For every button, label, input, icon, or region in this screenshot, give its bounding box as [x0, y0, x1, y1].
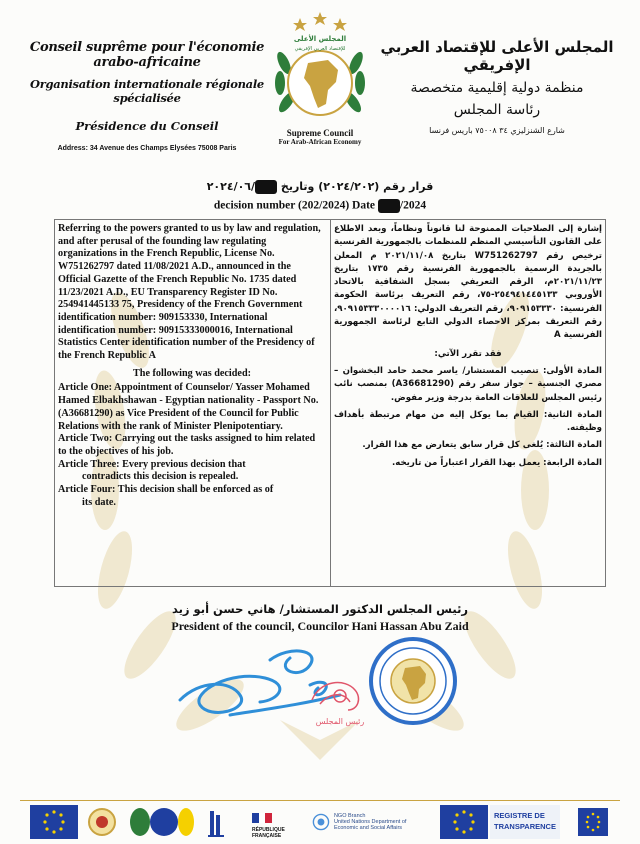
decision-number-en	[0, 199, 640, 213]
logo-title-ar: المجلس الأعلى	[293, 35, 347, 43]
decided-ar: فقد تقرر الآتي:	[434, 348, 502, 359]
logo-caption-en	[250, 128, 390, 146]
republique-francaise-logo	[252, 805, 312, 839]
ngo-line2: United Nations Department of Economic and Social Affairs	[333, 819, 407, 831]
article-four-en-cont: its date.	[82, 496, 116, 508]
address-ar: شارع الشنزليزي ٣٤ ٧٥٠٠٨ باريس فرنسا	[429, 126, 565, 135]
footer-logos	[30, 805, 620, 841]
article-four-en: Article Four: This decision shall be enforced as of	[58, 484, 274, 496]
presidency-fr: Présidence du Conseil	[75, 119, 219, 133]
intro-en: Referring to the powers granted to us by law and regulation, and after perusal of the founding law regulating organizations in the French Republic, License No. W751262797 dated 11/08/2021 A.D., announced in the Official Gazette of the French Republic No. 1735 dated 11/23/2021 A.D., EU Transparency Register ID No. 254941445133 75, Presidency of the French Government identification number: 909153330, International identification number: 90915333000016, International Statistics Center identification number of the Presidency of the French Republic A	[58, 223, 321, 362]
president-name-ar: رئيس المجلس الدكتور المستشار/ هاني حسن أبو زيد	[171, 602, 469, 616]
article-three-ar: المادة الثالثة: يُلغى كل قرار سابق يتعارض مع هذا القرار.	[362, 440, 602, 451]
ngo-line1: NGO Branch	[333, 813, 366, 819]
register-line2: TRANSPARENCE	[494, 822, 556, 831]
rf-line1: RÉPUBLIQUE	[252, 827, 285, 833]
article-three-en-cont: contradicts this decision is repealed.	[82, 471, 239, 483]
article-three-en: Article Three: Every previous decision that	[58, 458, 246, 470]
decision-ar-prefix: قرار رقم (٢٠٢٤/٢٠٢) وتاريخ	[280, 180, 434, 193]
stamp-label: رئيس المجلس	[315, 717, 365, 726]
eu-flag-icon	[440, 805, 488, 839]
header-arabic	[372, 38, 622, 135]
english-column	[58, 223, 326, 509]
emblem-icon	[86, 805, 118, 839]
article-two-ar: المادة الثانية: القيام بما يوكل إليه من مهام مرتبطة بأهداف وظيفته.	[334, 409, 602, 434]
decision-number-ar	[0, 180, 640, 194]
header-french	[22, 40, 272, 152]
decided-en: The following was decided:	[132, 367, 251, 379]
intro-ar: إشارة إلى الصلاحيات الممنوحة لنا قانوناً ونظاماً، وبعد الاطلاع على القانون التأسيسي المنظم للمنظمات بالجمهورية الفرنسية ترخيص رقم W751262797 بتاريخ ٢٠٢١/١١/٠٨ م المعلن بالجريدة الرسمية بالجمهورية الفرنسية رقم ١٧٣٥ بتاريخ ٢٠٢١/١١/٢٣م، الرقم التعريفي بسجل الشفافية بالاتحاد الأوروبي ٢٥٤٩٤١٤٤٥١٣٣-٧٥، رقم التعريف برئاسة الحكومة الفرنسية: ٩٠٩١٥٣٣٣٠، رقم التعريف الدولي: ٩٠٩١٥٣٣٣٠٠٠٠١٦، رقم التعريف بمركز الاحصاء الدولي التابع لرئاسة الجمهورية الفرنسية A	[334, 224, 603, 341]
article-four-ar: المادة الرابعة: يعمل بهذا القرار اعتباراً من تاريخه.	[392, 457, 602, 468]
presidency-ar: رئاسة المجلس	[453, 102, 541, 118]
transparency-register-label	[490, 805, 560, 839]
rf-line2: FRANÇAISE	[252, 833, 282, 839]
arabic-column	[334, 223, 602, 474]
council-logo-icon	[270, 8, 370, 128]
organization-type-fr: Organisation internationale régionale spécialisée	[30, 77, 264, 105]
article-one-en: Article One: Appointment of Counselor/ Yasser Mohamed Hamed Elbakhshawan - Egyptian nationality - Passport No. (A36681290) as Vice President of the Council for Public Relations with the rank of Minister Plenipotentiary.	[58, 382, 319, 432]
organization-type-ar: منظمة دولية إقليمية متخصصة	[410, 80, 584, 96]
article-one-ar: المادة الأولى: تنصيب المستشار/ ياسر محمد حامد البخشوان – مصري الجنسية – جواز سفر رقم (A36681290) بمنصب نائب رئيس المجلس للعلاقات العامة بدرجة وزير مفوض.	[334, 365, 602, 403]
council-name-ar: المجلس الأعلى للإقتصاد العربي الإفريقي	[380, 38, 614, 74]
logo-subtitle-ar: للإقتصاد العربي الإفريقي	[294, 46, 346, 52]
logo-title-en: Supreme Council	[286, 128, 354, 138]
register-line1: REGISTRE DE	[494, 811, 545, 820]
address-fr: Address: 34 Avenue des Champs Elysées 75008 Paris	[57, 145, 237, 152]
tower-logo-icon	[206, 805, 226, 839]
decision-en-prefix: decision number (202/2024) Date	[213, 199, 376, 212]
redaction-mark	[255, 180, 277, 194]
council-seal-icon	[368, 636, 458, 726]
un-emblem-icon	[312, 807, 330, 837]
decision-ar-suffix: /٢٠٢٤/٠٦	[206, 180, 256, 193]
decision-en-suffix: /2024	[399, 199, 427, 212]
un-ngo-logo	[312, 805, 432, 839]
column-divider	[330, 219, 331, 587]
eu-flag-small-icon	[578, 805, 608, 839]
article-two-en: Article Two: Carrying out the tasks assigned to him related to the objectives of his job.	[58, 433, 316, 457]
president-name-en: President of the council, Councilor Hani Hassan Abu Zaid	[171, 619, 469, 633]
redaction-mark	[378, 199, 400, 213]
council-name-fr: Conseil suprême pour l'économie arabo-africaine	[29, 40, 265, 70]
eu-flag-icon	[30, 805, 78, 839]
logo-subtitle-en: For Arab-African Economy	[278, 138, 362, 146]
footer-divider	[20, 800, 620, 801]
french-flag-icon	[252, 813, 272, 823]
eu-council-logo-icon	[126, 805, 196, 839]
